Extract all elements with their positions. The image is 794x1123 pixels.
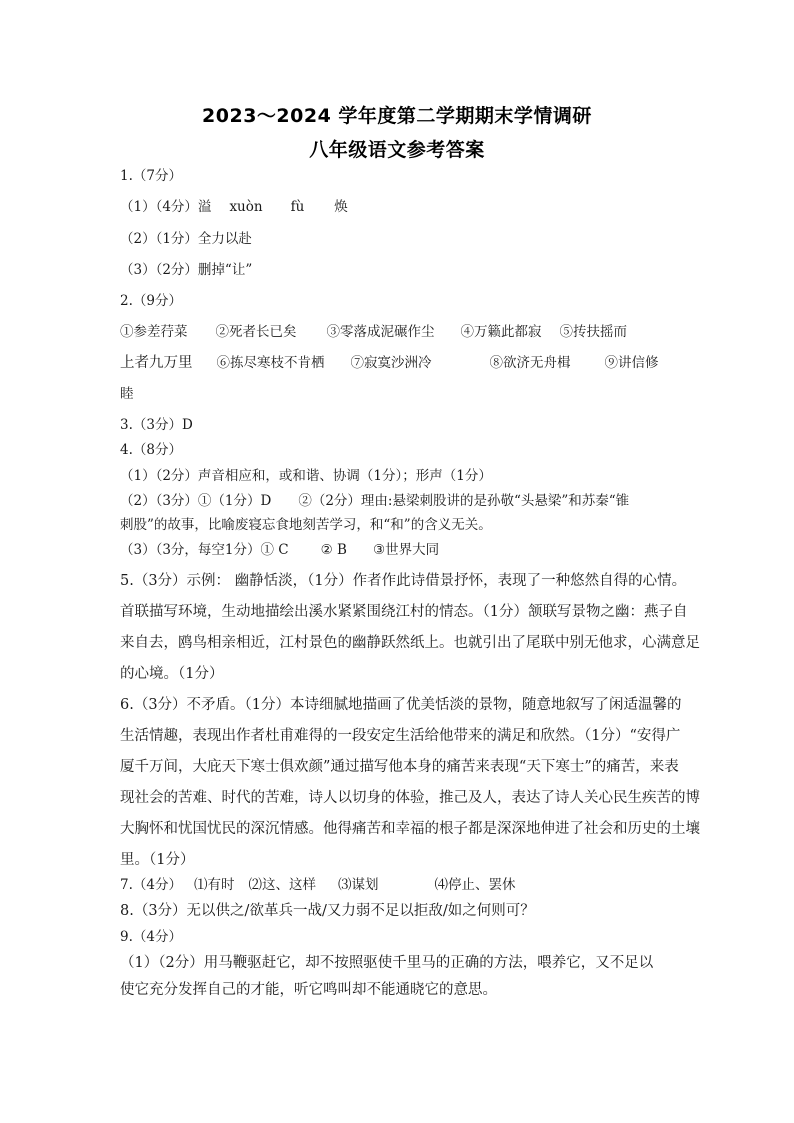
- q5-line1: 5.（3分）示例： 幽静恬淡，（1分）作者作此诗借景抒怀，表现了一种悠然自得的心情。: [120, 573, 687, 589]
- q2-ans1: ①参差荇菜: [120, 324, 188, 340]
- q2-ans5-cont: 上者九万里: [120, 355, 193, 371]
- document-subtitle: 八年级语文参考答案: [309, 139, 485, 161]
- q2-answers-row1: [120, 322, 627, 342]
- q4-part2: （2）（3分）①（1分）D ②（2分）理由:悬梁刺股讲的是孙敬“头悬梁”和苏秦“锥: [120, 493, 630, 509]
- q2-ans2: ②死者长已矣: [215, 324, 297, 340]
- q2-answers-row2: [120, 353, 659, 373]
- q2-ans7: ⑦寂寞沙洲冷: [350, 355, 432, 371]
- q1-part3: （3）（2分）删掉“让”: [120, 262, 253, 278]
- q1-heading: 1.（7分）: [120, 168, 182, 184]
- q2-ans3: ③零落成泥碾作尘: [326, 324, 435, 340]
- document-title: 2023～2024 学年度第二学期期末学情调研: [202, 105, 592, 127]
- q9-heading: 9.（4分）: [120, 929, 182, 945]
- q1-part1-label: （1）（4分）溢: [120, 199, 212, 215]
- q9-part1: （1）（2分）用马鞭驱赶它，却不按照驱使千里马的正确的方法，喂养它，又不足以: [120, 955, 654, 971]
- q2-ans4: ④万籁此都寂: [460, 324, 542, 340]
- q4-part1: （1）（2分）声音相应和，或和谐、协调（1分）；形声（1分）: [120, 468, 492, 484]
- q5-line4: 的心境。（1分）: [120, 666, 224, 682]
- q4-heading: 4.（8分）: [120, 442, 182, 458]
- char-huan: 焕: [334, 199, 348, 215]
- q7-ans3: ⑶谋划: [337, 877, 379, 893]
- q2-ans9: ⑨讲信修: [604, 355, 659, 371]
- q7-ans2: ⑵这、这样: [248, 877, 316, 893]
- q8-answer: 8.（3分）无以供之/欲革兵一战/又力弱不足以拒敌/如之何则可？: [120, 903, 535, 919]
- q7-label: 7.（4分）: [120, 877, 182, 893]
- q5-line3: 来自去，鸥鸟相亲相近，江村景色的幽静跃然纸上。也就引出了尾联中别无他求，心满意足: [120, 635, 700, 651]
- q2-ans8: ⑧欲济无舟楫: [489, 355, 571, 371]
- pinyin-xuan: xuòn: [229, 199, 263, 215]
- q2-ans5: ⑤抟扶摇而: [559, 324, 627, 340]
- q5-line2: 首联描写环境，生动地描绘出溪水紧紧围绕江村的情态。（1分）颔联写景物之幽：燕子自: [120, 604, 688, 620]
- q1-part2: （2）（1分）全力以赴: [120, 231, 252, 247]
- q6-line5: 大胸怀和忧国忧民的深沉情感。他得痛苦和幸福的根子都是深深地伸进了社会和历史的土壤: [120, 821, 700, 837]
- q4-part2-cont: 刺股”的故事，比喻废寝忘食地刻苦学习，和“和”的含义无关。: [120, 517, 492, 533]
- q9-part1-cont: 使它充分发挥自己的才能，听它鸣叫却不能通晓它的意思。: [120, 982, 497, 998]
- q3-answer: 3.（3分）D: [120, 417, 193, 433]
- q4-part3-label: （3）（3分，每空1分）① C: [120, 542, 289, 558]
- q1-part1: [120, 197, 348, 217]
- pinyin-fu: fù: [290, 199, 305, 215]
- q4-part3: [120, 540, 439, 560]
- q2-heading: 2.（9分）: [120, 293, 182, 309]
- q6-line1: 6.（3分）不矛盾。（1分）本诗细腻地描画了优美恬淡的景物，随意地叙写了闲适温馨的: [120, 697, 682, 713]
- q7-ans1: ⑴有时: [193, 877, 235, 893]
- q4-part3-c: ③世界大同: [372, 542, 440, 558]
- q6-line6: 里。（1分）: [120, 852, 195, 868]
- q6-line3: 厦千万间，大庇天下寒士俱欢颜”通过描写他本身的痛苦来表现“天下寒士”的痛苦，来表: [120, 759, 679, 775]
- q6-line4: 现社会的苦难、时代的苦难，诗人以切身的体验，推己及人，表达了诗人关心民生疾苦的博: [120, 790, 700, 806]
- q7-ans4: ⑷停止、罢休: [434, 877, 516, 893]
- q4-part3-b: ② B: [320, 542, 347, 558]
- q6-line2: 生活情趣，表现出作者杜甫难得的一段安定生活给他带来的满足和欣然。（1分）“安得广: [120, 728, 681, 744]
- q2-ans6: ⑥拣尽寒枝不肯栖: [216, 355, 325, 371]
- q2-ans9-cont: 睦: [120, 386, 134, 402]
- q7-answer: [120, 875, 515, 895]
